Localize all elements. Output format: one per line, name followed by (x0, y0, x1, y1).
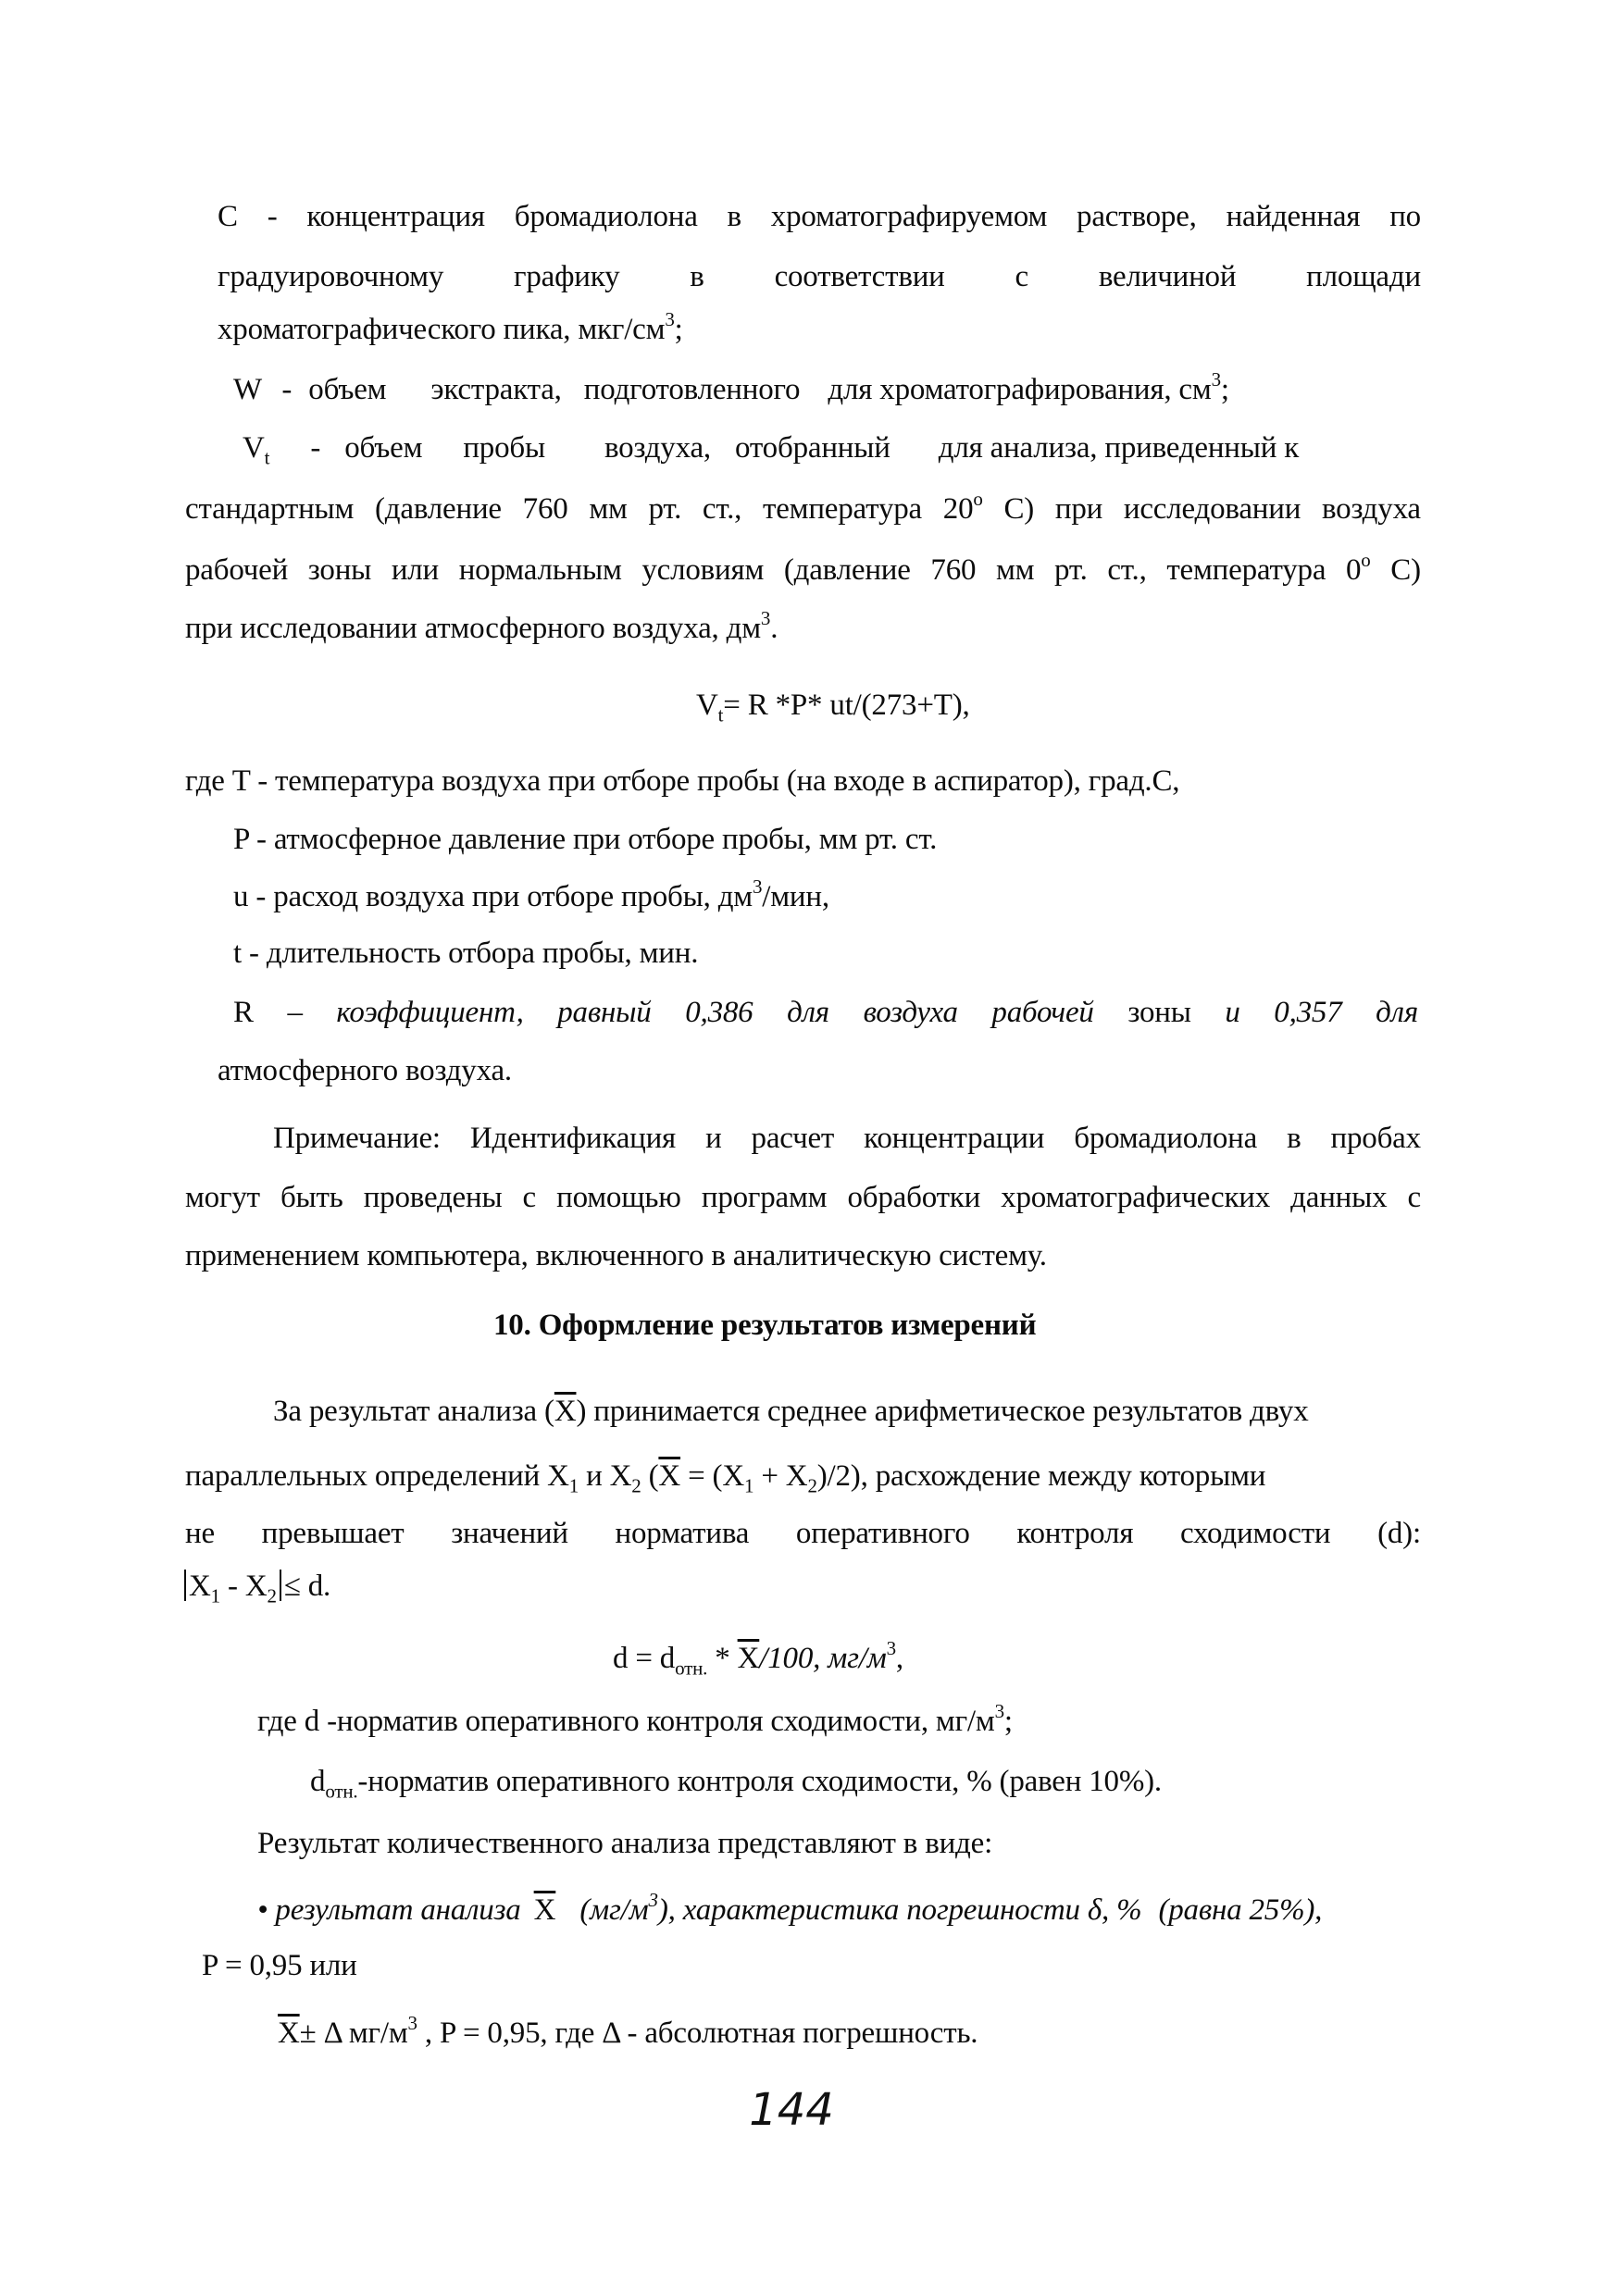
text: рабочей (991, 996, 1094, 1029)
text: рт. (1054, 553, 1088, 587)
line-13 (233, 933, 698, 974)
text: , P = 0,95, где Δ - абсолютная погрешность. (417, 2017, 978, 2050)
subscript: 2 (807, 1474, 817, 1497)
text: применением компьютера, включенного в аналитическую систему. (185, 1239, 1047, 1272)
subscript: t (264, 446, 270, 469)
line-3 (218, 309, 683, 350)
text: ; (1220, 373, 1229, 406)
text: программ (701, 1181, 828, 1214)
bullet-icon: • (257, 1893, 268, 1927)
text: хроматографического пика, мкг/см (218, 313, 666, 346)
text: - (281, 373, 293, 406)
text: графику (514, 260, 620, 293)
text: растворе, (1077, 200, 1197, 233)
text: для (1376, 996, 1418, 1029)
text: 760 (930, 553, 977, 587)
text: пробах (1330, 1122, 1421, 1155)
text: бромадиолона (514, 200, 698, 233)
subscript: t (717, 703, 724, 726)
text: и (705, 1122, 722, 1155)
text: = (X (680, 1459, 744, 1493)
x-mean-symbol: $\overline{X}$ (278, 2017, 300, 2050)
text: (давление (375, 492, 502, 526)
text: для (787, 996, 829, 1029)
subscript: 1 (743, 1474, 754, 1497)
text: . (770, 612, 778, 645)
text: бромадиолона (1074, 1122, 1258, 1155)
text: - (310, 431, 321, 465)
text: ) принимается среднее арифметическое результатов двух (576, 1395, 1309, 1428)
text: результат анализа (275, 1893, 521, 1927)
text: 760 (522, 492, 568, 526)
text: C (218, 200, 238, 233)
line-7 (185, 550, 1421, 590)
abs-bar (280, 1570, 281, 1601)
text: норматива (615, 1517, 750, 1550)
text: ; (1003, 1705, 1013, 1738)
text: превышает (261, 1517, 405, 1550)
text: 0 (1345, 553, 1362, 587)
text: концентрации (864, 1122, 1045, 1155)
text: (равна 25%), (1158, 1893, 1323, 1927)
section-heading (493, 1305, 1036, 1346)
text: в (1287, 1122, 1301, 1155)
x-mean-symbol: $\overline{X}$ (737, 1642, 760, 1675)
text: рт. (648, 492, 682, 526)
text: X (189, 1570, 211, 1603)
subscript: отн. (675, 1657, 708, 1680)
text: (d): (1377, 1517, 1421, 1550)
subscript: 2 (631, 1474, 641, 1497)
text: W (233, 373, 262, 406)
line-25 (257, 1701, 1013, 1742)
x-mean-symbol: $\overline{X}$ (533, 1893, 556, 1927)
text: -норматив оперативного контроля сходимости, % (равен 10%). (357, 1765, 1162, 1798)
subscript: 2 (267, 1584, 277, 1607)
line-26 (310, 1761, 1162, 1802)
text: мм (995, 553, 1035, 587)
text: * (707, 1642, 738, 1675)
superscript: 3 (752, 875, 763, 898)
x-mean-symbol: $\overline{X}$ (658, 1459, 681, 1493)
text: Результат количественного анализа представляют в виде: (257, 1827, 993, 1860)
subscript: 1 (568, 1474, 579, 1497)
text: или (391, 553, 440, 587)
line-8 (185, 608, 778, 649)
text: для хроматографирования, см (828, 373, 1212, 406)
text: - X (219, 1570, 268, 1603)
text: Идентификация (469, 1122, 677, 1155)
abs-bar (184, 1570, 186, 1601)
text: при исследовании атмосферного воздуха, дм (185, 612, 761, 645)
line-4 (233, 369, 1229, 410)
text: С) (1390, 553, 1421, 587)
text: d = d (613, 1642, 676, 1675)
text: градуировочному (218, 260, 444, 293)
degree-sign: o (1361, 549, 1371, 571)
text: объем (308, 373, 387, 406)
text: ± Δ мг/м (299, 2017, 408, 2050)
heading-text: 10. Оформление результатов измерений (493, 1309, 1037, 1342)
text: воздуха (863, 996, 958, 1029)
text: расчет (751, 1122, 835, 1155)
text: зоны (307, 553, 372, 587)
line-29 (202, 1945, 357, 1986)
page-number: 144 (749, 2084, 834, 2136)
text: найденная (1226, 200, 1361, 233)
text: мм (589, 492, 628, 526)
text: u - расход воздуха при отборе пробы, дм (233, 880, 753, 913)
text: атмосферного воздуха. (218, 1054, 512, 1087)
line-10 (185, 761, 1179, 801)
text: d (310, 1765, 326, 1798)
superscript: 3 (648, 1889, 658, 1911)
text: по (1389, 200, 1421, 233)
text: не (185, 1517, 215, 1550)
note-line-1 (273, 1118, 1421, 1159)
text: P = 0,95 или (202, 1949, 357, 1982)
text: – (287, 996, 303, 1029)
text: коэффициент, (336, 996, 524, 1029)
text: сходимости (1179, 1517, 1331, 1550)
text: температура (763, 492, 922, 526)
formula-d (613, 1638, 903, 1679)
superscript: 3 (994, 1700, 1004, 1722)
text: и X (579, 1459, 632, 1493)
text: P - атмосферное давление при отборе пробы, мм рт. ст. (233, 823, 938, 856)
line-20 (273, 1391, 1309, 1432)
text: соответствии (774, 260, 945, 293)
line-22 (185, 1513, 1421, 1554)
superscript: 3 (886, 1637, 896, 1659)
text: пробы (463, 431, 545, 465)
text: + X (753, 1459, 808, 1493)
text: нормальным (458, 553, 622, 587)
line-27 (257, 1823, 992, 1864)
text: , (895, 1642, 903, 1675)
superscript: 3 (665, 308, 675, 330)
text: 20 (942, 492, 974, 526)
text: для анализа, приведенный к (938, 431, 1300, 465)
text: с (1407, 1181, 1421, 1214)
text: могут (185, 1181, 260, 1214)
text: данных (1290, 1181, 1388, 1214)
x-mean-symbol: $\overline{X}$ (554, 1395, 577, 1428)
text: 0,386 (685, 996, 753, 1029)
text: ≤ d. (283, 1570, 331, 1603)
text: в (690, 260, 704, 293)
text: в (727, 200, 741, 233)
text: ), характеристика погрешности δ, % (657, 1893, 1142, 1927)
text: значений (451, 1517, 568, 1550)
text: воздуха (1321, 492, 1421, 526)
superscript: 3 (1211, 368, 1221, 391)
text: ( (641, 1459, 659, 1493)
degree-sign: o (973, 488, 983, 510)
line-1 (218, 196, 1421, 237)
subscript: 1 (210, 1584, 220, 1607)
text: исследовании (1123, 492, 1301, 526)
text: обработки (847, 1181, 981, 1214)
line-14 (233, 992, 1418, 1033)
text: при (1054, 492, 1103, 526)
subscript: отн. (325, 1780, 358, 1803)
text: воздуха, (604, 431, 711, 465)
text: V (243, 431, 265, 465)
text: с (1015, 260, 1028, 293)
text: с (522, 1181, 536, 1214)
superscript: 3 (407, 2012, 417, 2034)
text: отобранный (735, 431, 890, 465)
text: V (696, 689, 718, 722)
line-21 (185, 1456, 1265, 1496)
text: С) (1003, 492, 1035, 526)
text: зоны (1127, 996, 1191, 1029)
text: экстракта, (430, 373, 562, 406)
formula-volume (696, 685, 970, 726)
text: величиной (1098, 260, 1237, 293)
line-11 (233, 819, 937, 860)
text: стандартным (185, 492, 355, 526)
line-5 (243, 428, 1299, 468)
line-23 (181, 1566, 330, 1607)
text: контроля (1016, 1517, 1134, 1550)
text: концентрация (306, 200, 485, 233)
text: площади (1306, 260, 1421, 293)
text: )/2), расхождение между которыми (816, 1459, 1266, 1493)
line-30 (278, 2013, 978, 2054)
line-6 (185, 489, 1421, 529)
text: t - длительность отбора пробы, мин. (233, 937, 699, 970)
text: /100, мг/м (759, 1642, 887, 1675)
text: хроматографируемом (770, 200, 1048, 233)
text: 0,357 (1274, 996, 1342, 1029)
text: ст., (1107, 553, 1147, 587)
text: ст., (702, 492, 742, 526)
superscript: 3 (760, 607, 771, 629)
text: и (1225, 996, 1240, 1029)
text: равный (557, 996, 652, 1029)
text: подготовленного (583, 373, 801, 406)
line-15 (218, 1050, 512, 1091)
text: За результат анализа ( (273, 1395, 554, 1428)
text: ; (674, 313, 683, 346)
text: = R *P* ut/(273+T), (723, 689, 970, 722)
text: Примечание: (273, 1122, 441, 1155)
text: хроматографических (1001, 1181, 1271, 1214)
text: R (233, 996, 254, 1029)
text: проведены (363, 1181, 503, 1214)
text: (давление (783, 553, 911, 587)
text: - (267, 200, 278, 233)
line-28 (257, 1890, 1322, 1930)
note-line-3 (185, 1235, 1047, 1276)
text: рабочей (185, 553, 289, 587)
text: температура (1166, 553, 1326, 587)
text: условиям (641, 553, 765, 587)
text: где T - температура воздуха при отборе пробы (на входе в аспиратор), град.С, (185, 764, 1180, 798)
text: (мг/м (579, 1893, 649, 1927)
text: /мин, (762, 880, 829, 913)
text: помощью (556, 1181, 681, 1214)
text: где d -норматив оперативного контроля сходимости, мг/м (257, 1705, 995, 1738)
text: быть (280, 1181, 343, 1214)
note-line-2 (185, 1177, 1421, 1218)
line-2 (218, 256, 1421, 297)
text: оперативного (795, 1517, 970, 1550)
text: параллельных определений X (185, 1459, 569, 1493)
text: объем (344, 431, 423, 465)
line-12 (233, 876, 829, 917)
